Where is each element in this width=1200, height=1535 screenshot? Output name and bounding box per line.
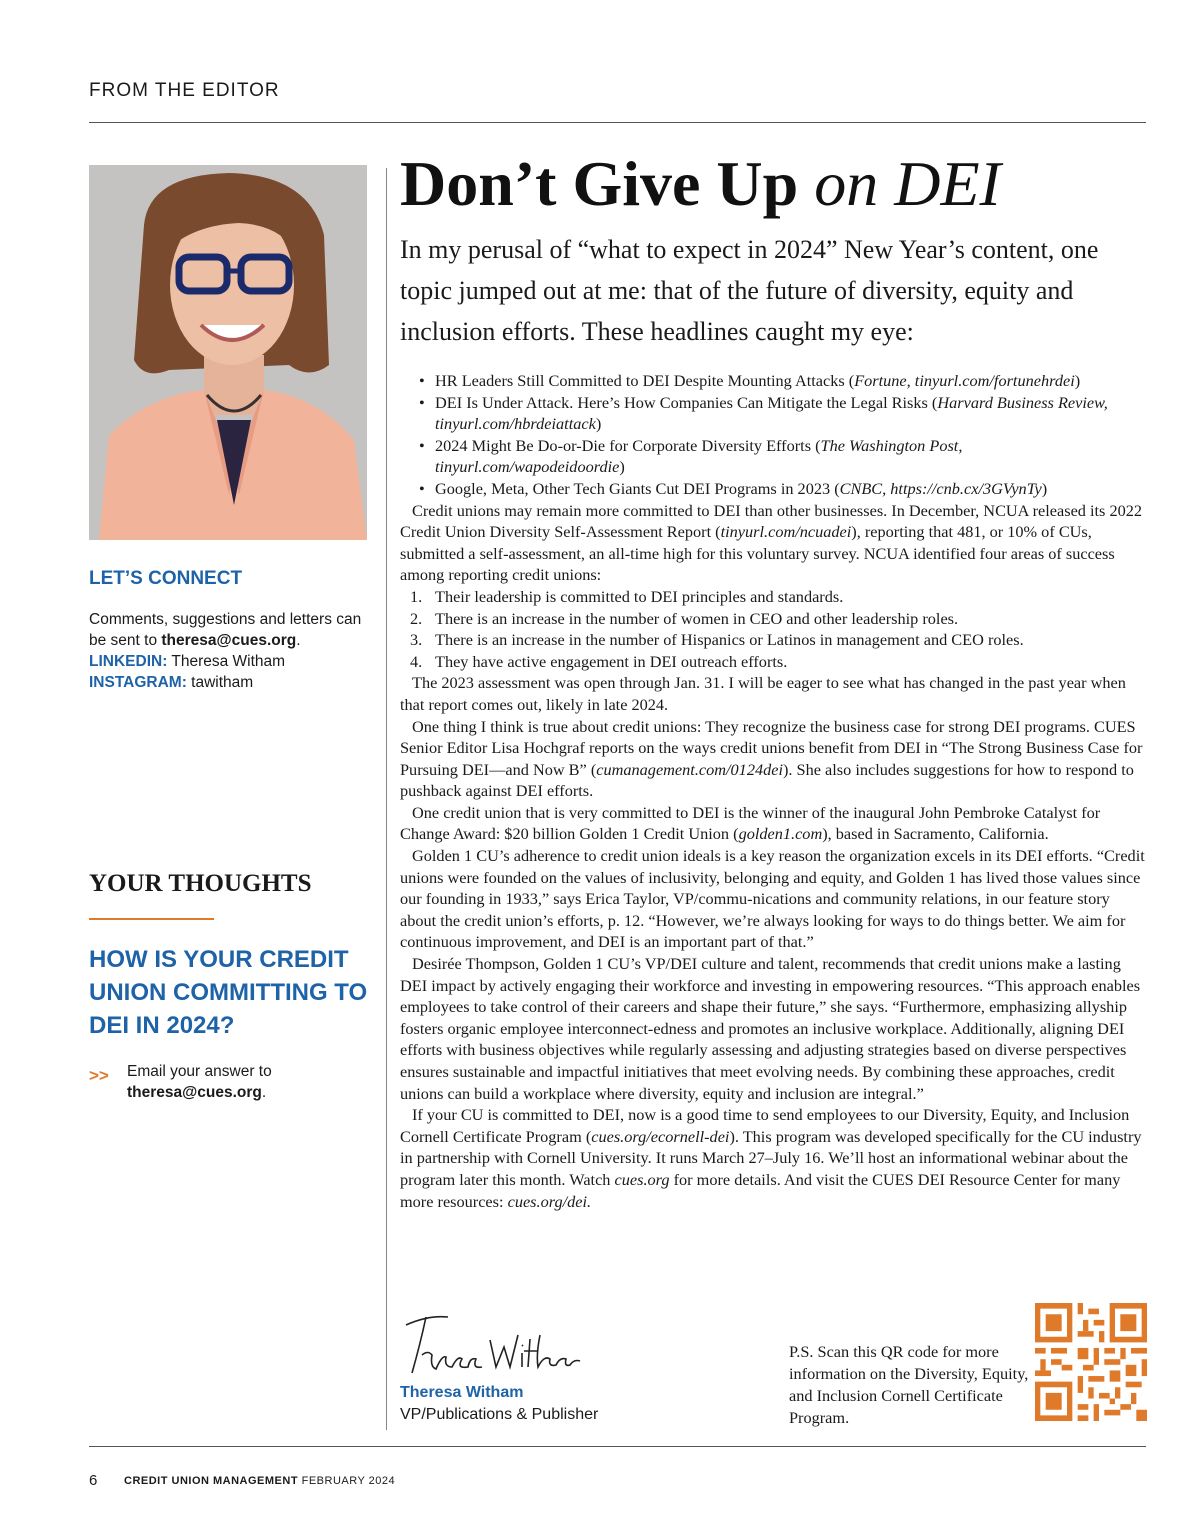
- connect-heading: LET’S CONNECT: [89, 568, 243, 589]
- instagram-label: INSTAGRAM:: [89, 674, 187, 691]
- editor-photo: [89, 165, 367, 540]
- paragraph: The 2023 assessment was open through Jan. 31. I will be eager to see what has changed in the past year when that report comes out, likely in late 2024.: [400, 673, 1126, 714]
- p3-text-b: ). She also includes suggestions for how to respond to pushback against DEI efforts.: [400, 759, 1134, 801]
- list-number: 1.: [410, 586, 423, 606]
- page-number: 6: [89, 1472, 98, 1489]
- connect-info: [89, 609, 374, 693]
- connect-text: Comments, suggestions and letters can be sent to: [89, 611, 362, 649]
- p4-text-b: ), based in Sacramento, California.: [822, 824, 1049, 844]
- email-prompt-text: Email your answer to: [127, 1063, 272, 1080]
- paragraph: [400, 802, 1148, 845]
- article-title: [400, 146, 1001, 222]
- p7-text-b: ). This program was developed specifically for the CU industry in partnership with Cornell University. It runs March 27–July 16. We’ll host an informational webinar about the program later this month. Watch: [400, 1126, 1142, 1189]
- qr-code-icon[interactable]: [1035, 1303, 1147, 1421]
- list-number: 4.: [410, 651, 423, 671]
- title-main: Don’t Give Up: [400, 148, 815, 219]
- headline-text: HR Leaders Still Committed to DEI Despite Mounting Attacks (: [435, 371, 855, 390]
- signature-name: Theresa Witham: [400, 1384, 524, 1401]
- success-list: [400, 586, 1148, 672]
- connect-period: .: [296, 632, 301, 649]
- p7-link-dei[interactable]: cues.org/dei.: [507, 1191, 592, 1211]
- signature-title: VP/Publications & Publisher: [400, 1406, 599, 1423]
- section-label: FROM THE EDITOR: [89, 80, 280, 101]
- p1-link[interactable]: tinyurl.com/ncuadei: [720, 522, 852, 542]
- list-item: [400, 392, 1148, 435]
- list-text: There is an increase in the number of Hispanics or Latinos in management and CEO roles.: [435, 630, 1024, 650]
- list-item: [400, 586, 1148, 608]
- connect-email-link[interactable]: theresa@cues.org: [161, 632, 297, 649]
- p1-text-b: ), reporting that 481, or 10% of CUs, submitted a self-assessment, an all-time high for this voluntary survey. NCUA identified four areas of success among reporting credit unions:: [400, 522, 1115, 585]
- list-text: They have active engagement in DEI outreach efforts.: [435, 651, 788, 671]
- list-item: [400, 478, 1148, 500]
- headline-end: ): [1074, 371, 1081, 390]
- column-divider: [386, 168, 387, 1430]
- p1-text-a: Credit unions may remain more committed to DEI than other businesses. In December, NCUA released its 2022 Credit Union Diversity Self-Assessment Report (: [400, 500, 1143, 542]
- headline-end: ): [619, 457, 625, 477]
- handwritten-signature: [398, 1295, 583, 1380]
- p4-link[interactable]: golden1.com: [738, 824, 823, 844]
- p3-text-a: One thing I think is true about credit unions: They recognize the business case for strong DEI programs. CUES Senior Editor Lisa Hochgraf reports on the ways credit unions benefit from DEI in “The Strong Business Case for Pursuing DEI—and Now B” (: [400, 716, 1143, 779]
- bottom-divider: [89, 1446, 1146, 1447]
- headline-source: The Washington Post, tinyurl.com/wapodeidoordie: [435, 435, 963, 477]
- top-divider: [89, 122, 1146, 123]
- email-period: .: [261, 1084, 267, 1101]
- list-text: Their leadership is committed to DEI principles and standards.: [435, 586, 844, 606]
- paragraph: [400, 716, 1148, 802]
- linkedin-label: LINKEDIN:: [89, 653, 168, 670]
- list-item: [400, 651, 1148, 673]
- issue-date: FEBRUARY 2024: [298, 1475, 396, 1487]
- headline-text: Google, Meta, Other Tech Giants Cut DEI Programs in 2023 (: [435, 478, 840, 498]
- headline-end: ): [1041, 478, 1048, 498]
- list-number: 3.: [410, 630, 423, 650]
- your-thoughts-heading: YOUR THOUGHTS: [89, 870, 312, 897]
- p7-link-cues[interactable]: cues.org: [614, 1169, 670, 1189]
- instagram-handle[interactable]: tawitham: [186, 674, 254, 691]
- paragraph: [400, 500, 1148, 586]
- title-italic: on DEI: [814, 148, 1001, 219]
- article-deck: In my perusal of “what to expect in 2024” New Year’s content, one topic jumped out at me: that of the future of diversity, equity and inclusion efforts. These headlines caught my eye:: [400, 235, 1099, 346]
- answer-email-link[interactable]: theresa@cues.org: [127, 1084, 262, 1101]
- headline-end: ): [595, 414, 602, 434]
- publication-name: CREDIT UNION MANAGEMENT: [124, 1475, 299, 1487]
- p3-link[interactable]: cumanagement.com/0124dei: [596, 759, 783, 779]
- list-item: [400, 370, 1148, 392]
- headline-source: CNBC, https://cnb.cx/3GVynTy: [839, 478, 1042, 498]
- p4-text-a: One credit union that is very committed to DEI is the winner of the inaugural John Pembroke Catalyst for Change Award: $20 billion Golden 1 Credit Union (: [400, 802, 1101, 844]
- list-item: [400, 629, 1148, 651]
- paragraph: Golden 1 CU’s adherence to credit union ideals is a key reason the organization excels in its DEI efforts. “Credit unions were founded on the values of inclusivity, belonging and equity, and Golden 1 has lived those values since our founding in 1933,” says Erica Taylor, VP/commu-nications and community relations, in our feature story about the credit union’s efforts, p. 12. “However, we’re always looking for ways to do things better. We aim for continuous improvement, and DEI is an important part of that.”: [400, 846, 1145, 952]
- paragraph: [400, 1104, 1148, 1212]
- email-answer-prompt: [127, 1061, 377, 1103]
- double-chevron-icon: >>: [89, 1066, 109, 1085]
- list-number: 2.: [410, 608, 423, 628]
- headline-text: 2024 Might Be Do-or-Die for Corporate Diversity Efforts (: [435, 435, 821, 455]
- paragraph: Desirée Thompson, Golden 1 CU’s VP/DEI culture and talent, recommends that credit unions make a lasting DEI impact by actively engaging their workforce and investing in empowering resources. “This approach enables employees to take control of their careers and shape their future,” she says. “Furthermore, emphasizing allyship fosters organic employee interconnect-edness and promotes an inclusive workplace. Additionally, aligning DEI efforts with business objectives while regularly assessing and adjusting strategies based on diverse perspectives ensures sustainable and impactful initiatives that meet evolving needs. By combining these approaches, credit unions can build a workplace where diversity, equity and inclusion are integral.”: [400, 954, 1141, 1103]
- reader-question: HOW IS YOUR CREDIT UNION COMMITTING TO DEI IN 2024?: [89, 946, 368, 1039]
- list-item: [400, 435, 1148, 478]
- headline-source: Fortune, tinyurl.com/fortunehrdei: [854, 371, 1075, 390]
- orange-divider: [89, 918, 214, 920]
- footer-publication: [124, 1475, 395, 1487]
- linkedin-handle[interactable]: Theresa Witham: [167, 653, 286, 670]
- list-text: There is an increase in the number of women in CEO and other leadership roles.: [435, 608, 959, 628]
- headline-text: DEI Is Under Attack. Here’s How Companies Can Mitigate the Legal Risks (: [435, 392, 938, 412]
- p7-text-a: If your CU is committed to DEI, now is a good time to send employees to our Diversity, Equity, and Inclusion Cornell Certificate Program (: [400, 1105, 1130, 1146]
- ps-note: P.S. Scan this QR code for more information on the Diversity, Equity, and Inclusion Cornell Certificate Program.: [789, 1342, 1029, 1427]
- article-body: [400, 370, 1148, 1212]
- p7-link-ecornell[interactable]: cues.org/ecornell-dei: [591, 1126, 730, 1146]
- p7-text-c: for more details. And visit the CUES DEI Resource Center for many more resources:: [400, 1169, 1121, 1211]
- headline-list: [400, 370, 1148, 500]
- list-item: [400, 608, 1148, 630]
- headline-source: Harvard Business Review, tinyurl.com/hbrdeiattack: [435, 392, 1108, 434]
